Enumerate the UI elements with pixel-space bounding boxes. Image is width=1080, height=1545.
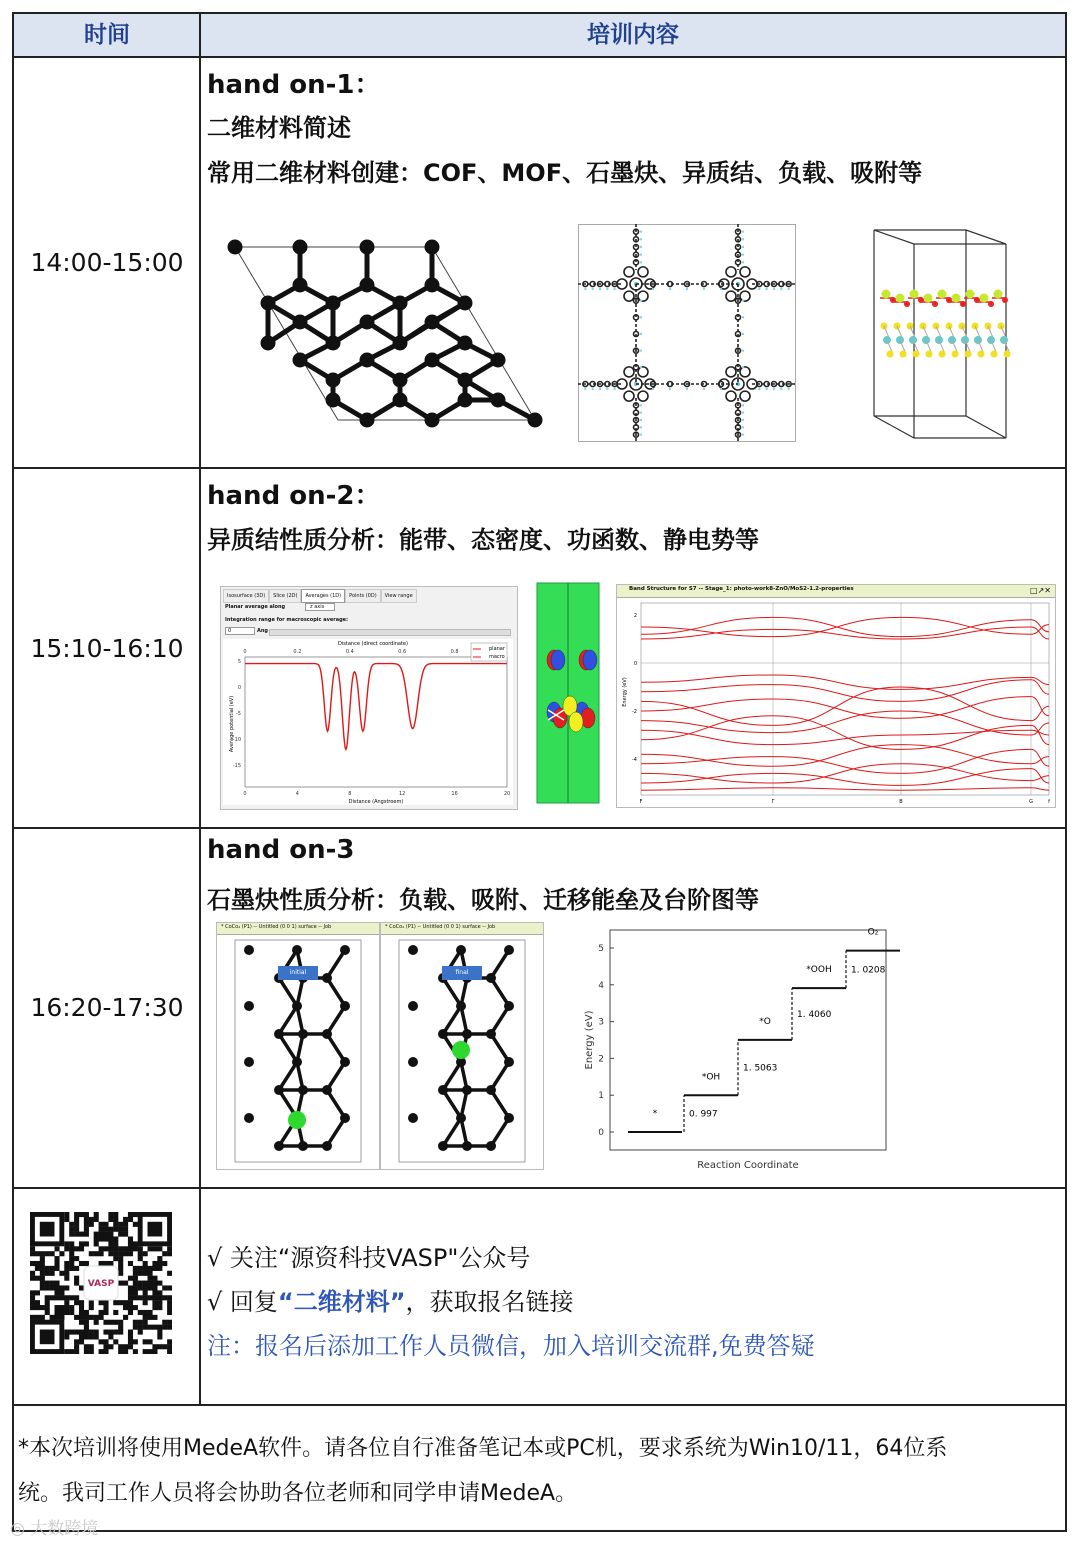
potential-average-panel xyxy=(220,586,518,810)
h-atom xyxy=(640,419,642,421)
carbon-atom xyxy=(393,373,408,388)
initial-badge: initial xyxy=(278,966,318,980)
qr-logo-text: VASP xyxy=(87,1279,115,1289)
carbon-atom xyxy=(340,1057,350,1067)
top-tick: 0 xyxy=(243,649,247,655)
legend-planar: planar xyxy=(489,646,505,652)
band-line xyxy=(641,680,1049,702)
species-label: *O xyxy=(759,1016,771,1027)
h-atom xyxy=(640,316,642,318)
fe-y-tick: 0 xyxy=(598,1128,604,1138)
band-line xyxy=(641,617,1049,636)
h-atom xyxy=(652,388,654,390)
border-row4 xyxy=(12,1404,1067,1406)
y-tick: 0 xyxy=(237,685,241,691)
row1-line1: 二维材料简述 xyxy=(207,114,351,142)
tab-averages[interactable]: Averages (1D) xyxy=(301,589,345,603)
tab-points[interactable]: Points (0D) xyxy=(345,589,381,603)
step-delta-label: 1. 0208 xyxy=(851,965,886,976)
h-atom xyxy=(640,238,642,240)
carbon-atom xyxy=(261,296,276,311)
h-atom xyxy=(742,333,744,335)
carbon-atom xyxy=(393,296,408,311)
carbon-atom xyxy=(486,1029,496,1039)
k-label: f xyxy=(1048,799,1050,805)
h-atom xyxy=(742,246,744,248)
h-atom xyxy=(742,426,744,428)
carbon-atom xyxy=(408,1113,418,1123)
h-atom xyxy=(686,388,688,390)
tab-isosurface[interactable]: Isosurface (3D) xyxy=(223,589,269,603)
step-delta-label: 1. 4060 xyxy=(797,1010,832,1021)
integration-input[interactable]: 0 xyxy=(225,627,255,635)
fe-x-label: Reaction Coordinate xyxy=(697,1160,799,1171)
k-label: Γ xyxy=(771,799,775,805)
bottom-tick: 8 xyxy=(348,791,352,797)
carbon-atom xyxy=(293,240,308,255)
k-label: F xyxy=(639,799,643,805)
border-bottom xyxy=(12,1530,1067,1532)
fe-y-tick: 3 xyxy=(598,1017,604,1028)
h-atom xyxy=(720,288,722,290)
carbon-atom xyxy=(486,973,496,983)
border-header xyxy=(12,56,1067,58)
s-atom xyxy=(965,351,972,358)
carbon-atom xyxy=(244,1057,254,1067)
bottom-tick: 16 xyxy=(451,791,458,797)
border-row2 xyxy=(12,827,1067,829)
density-lobe xyxy=(583,650,597,670)
h-atom xyxy=(742,411,744,413)
h-atom xyxy=(758,288,760,290)
top-tick: 0.2 xyxy=(293,649,302,655)
watermark-text: 大数跨境 xyxy=(30,1519,99,1539)
band-line xyxy=(641,730,1049,744)
band-line xyxy=(641,788,1049,790)
row1-title: hand on-1： xyxy=(207,70,381,100)
fe-y-tick: 4 xyxy=(598,980,604,991)
header-time: 时间 xyxy=(14,14,200,56)
h-atom xyxy=(742,253,744,255)
h-atom xyxy=(742,404,744,406)
band-y-tick: 2 xyxy=(633,613,637,619)
band-line xyxy=(641,745,1049,767)
h-atom xyxy=(742,366,744,368)
species-label: *OOH xyxy=(806,965,832,976)
carbon-atom xyxy=(322,1029,332,1039)
carbon-atom xyxy=(298,1029,308,1039)
carbon-atom xyxy=(322,1085,332,1095)
h-atom xyxy=(640,253,642,255)
heterostructure-image xyxy=(866,226,1016,444)
carbon-atom xyxy=(456,1113,466,1123)
carbon-atom xyxy=(438,1085,448,1095)
h-atom xyxy=(640,333,642,335)
h-atom xyxy=(780,288,782,290)
bottom-axis-label: Distance (Angstroem) xyxy=(348,799,404,805)
signup-keyword: “二维材料” xyxy=(277,1288,406,1316)
border-row1 xyxy=(12,467,1067,469)
carbon-atom xyxy=(244,945,254,955)
carbon-atom xyxy=(298,1141,308,1151)
carbon-atom xyxy=(360,353,375,368)
h-atom xyxy=(742,238,744,240)
carbon-atom xyxy=(292,945,302,955)
h-atom xyxy=(591,288,593,290)
carbon-atom xyxy=(456,1001,466,1011)
s-atom xyxy=(939,351,946,358)
zn-atom xyxy=(966,290,975,299)
h-atom xyxy=(606,388,608,390)
bottom-tick: 20 xyxy=(503,791,511,797)
qr-code-image[interactable] xyxy=(30,1212,172,1354)
carbon-atom xyxy=(360,278,375,293)
h-atom xyxy=(640,366,642,368)
carbon-atom xyxy=(456,945,466,955)
planar-average-label: Planar average along xyxy=(225,604,286,610)
h-atom xyxy=(787,388,789,390)
header-content: 培训内容 xyxy=(201,14,1065,56)
signup-line2-prefix: √ 回复 xyxy=(207,1288,278,1316)
carbon-atom xyxy=(393,393,408,408)
band-y-tick: -2 xyxy=(632,709,637,715)
o-atom xyxy=(1002,297,1008,303)
species-label: *OH xyxy=(701,1072,721,1083)
top-tick: 0.6 xyxy=(398,649,407,655)
band-title: Band Structure for S7 -- Stage_1: photo-work8-ZnO/MoS2-1.2-properties xyxy=(629,586,854,592)
y-tick: -10 xyxy=(232,737,241,743)
h-atom xyxy=(591,388,593,390)
bottom-tick: 4 xyxy=(295,791,299,797)
density-lobe xyxy=(581,708,595,728)
fe-y-label: Energy (eV) xyxy=(584,1010,595,1070)
carbon-atom xyxy=(491,353,506,368)
carbon-atom xyxy=(458,336,473,351)
h-atom xyxy=(703,288,705,290)
o-atom xyxy=(988,301,994,307)
h-atom xyxy=(720,388,722,390)
h-atom xyxy=(742,261,744,263)
h-atom xyxy=(787,288,789,290)
band-structure-panel xyxy=(616,584,1056,808)
carbon-atom xyxy=(261,336,276,351)
carbon-atom xyxy=(292,1001,302,1011)
row2-time: 15:10-16:10 xyxy=(30,634,184,663)
top-tick: 0.4 xyxy=(345,649,354,655)
carbon-atom xyxy=(425,240,440,255)
carbon-atom xyxy=(322,1141,332,1151)
bottom-tick: 0 xyxy=(243,791,247,797)
zn-atom xyxy=(952,294,961,303)
h-atom xyxy=(742,230,744,232)
y-axis-label: Average potential (eV) xyxy=(229,695,235,753)
band-y-tick: -4 xyxy=(632,757,637,763)
carbon-atom xyxy=(274,1141,284,1151)
band-y-label: Energy (eV) xyxy=(622,677,628,707)
carbon-atom xyxy=(340,1113,350,1123)
integration-label: Integration range for macroscopic average: xyxy=(225,617,349,623)
h-atom xyxy=(773,388,775,390)
h-atom xyxy=(584,288,586,290)
h-atom xyxy=(758,388,760,390)
h-atom xyxy=(640,433,642,435)
carbon-atom xyxy=(486,1141,496,1151)
carbon-atom xyxy=(462,1029,472,1039)
h-atom xyxy=(669,388,671,390)
legend-macro: macro xyxy=(489,654,505,660)
step-delta-label: 1. 5063 xyxy=(743,1063,778,1074)
potential-tabs xyxy=(223,589,513,601)
h-atom xyxy=(742,419,744,421)
zn-atom xyxy=(896,294,905,303)
carbon-atom xyxy=(326,373,341,388)
signup-line2-suffix: ，获取报名链接 xyxy=(405,1288,574,1316)
integration-unit: Ang xyxy=(257,628,269,634)
h-atom xyxy=(742,433,744,435)
h-atom xyxy=(742,316,744,318)
carbon-atom xyxy=(326,336,341,351)
carbon-atom xyxy=(462,1085,472,1095)
h-atom xyxy=(640,404,642,406)
y-tick: -5 xyxy=(236,711,241,717)
species-label: O₂ xyxy=(867,927,879,938)
h-atom xyxy=(742,349,744,351)
zn-atom xyxy=(994,290,1003,299)
s-atom xyxy=(952,351,959,358)
carbon-atom xyxy=(393,336,408,351)
h-atom xyxy=(669,288,671,290)
o-atom xyxy=(960,301,966,307)
border-top xyxy=(12,12,1067,14)
row3-time: 16:20-17:30 xyxy=(30,993,184,1022)
band-y-tick: 0 xyxy=(633,661,637,667)
h-atom xyxy=(606,288,608,290)
free-energy-step-chart xyxy=(572,920,902,1174)
window-buttons[interactable]: □↗✕ xyxy=(1030,586,1051,595)
carbon-atom xyxy=(408,1001,418,1011)
k-label: B xyxy=(899,799,903,805)
carbon-atom xyxy=(425,315,440,330)
y-tick: -15 xyxy=(232,763,241,769)
s-atom xyxy=(900,351,907,358)
watermark-icon: ◎ xyxy=(10,1519,31,1539)
s-atom xyxy=(978,351,985,358)
metal-atom xyxy=(452,1041,470,1059)
row2-title: hand on-2： xyxy=(207,481,381,511)
carbon-atom xyxy=(274,1085,284,1095)
carbon-atom xyxy=(438,1029,448,1039)
carbon-atom xyxy=(293,315,308,330)
s-atom xyxy=(913,351,920,358)
k-label: G xyxy=(1029,799,1033,805)
s-atom xyxy=(887,351,894,358)
carbon-atom xyxy=(360,413,375,428)
density-lobe xyxy=(551,650,565,670)
carbon-atom xyxy=(462,1141,472,1151)
carbon-atom xyxy=(293,353,308,368)
final-badge: final xyxy=(442,966,482,980)
row3-title: hand on-3 xyxy=(207,835,355,865)
h-atom xyxy=(652,288,654,290)
signup-line2 xyxy=(207,1282,573,1317)
signup-note: 注：报名后添加工作人员微信，加入培训交流群,免费答疑 xyxy=(207,1332,815,1360)
graphyne-structure-image xyxy=(220,230,550,430)
h-atom xyxy=(613,288,615,290)
h-atom xyxy=(640,246,642,248)
density-lobe xyxy=(569,712,583,732)
zn-atom xyxy=(910,290,919,299)
o-atom xyxy=(932,301,938,307)
zn-atom xyxy=(924,294,933,303)
carbon-atom xyxy=(292,1057,302,1067)
border-left xyxy=(12,12,14,1532)
s-atom xyxy=(991,351,998,358)
top-axis-label: Distance (direct coordinate) xyxy=(338,641,408,647)
h-atom xyxy=(773,288,775,290)
signup-line1: √ 关注“源资科技VASP"公众号 xyxy=(207,1244,531,1272)
fe-y-tick: 1 xyxy=(598,1091,604,1102)
band-line xyxy=(641,716,1049,750)
row3-line1: 石墨炔性质分析：负载、吸附、迁移能垒及台阶图等 xyxy=(207,886,759,914)
fe-y-tick: 2 xyxy=(598,1054,604,1065)
final-title: * CoCo₂ (P1) -- Untitled (0 0 1) surface -- Job xyxy=(385,924,496,930)
initial-title: * CoCo₂ (P1) -- Untitled (0 0 1) surface -- Job xyxy=(221,924,332,930)
band-line xyxy=(641,697,1049,719)
carbon-atom xyxy=(504,1001,514,1011)
h-atom xyxy=(613,388,615,390)
cof-framework-image xyxy=(578,224,796,442)
carbon-atom xyxy=(504,1057,514,1067)
s-atom xyxy=(1004,351,1011,358)
h-atom xyxy=(640,349,642,351)
carbon-atom xyxy=(528,413,543,428)
watermark xyxy=(10,1514,98,1539)
carbon-atom xyxy=(425,278,440,293)
h-atom xyxy=(765,288,767,290)
h-atom xyxy=(686,288,688,290)
carbon-atom xyxy=(274,1029,284,1039)
carbon-atom xyxy=(244,1113,254,1123)
top-tick: 0.8 xyxy=(450,649,459,655)
border-row3 xyxy=(12,1187,1067,1189)
carbon-atom xyxy=(228,240,243,255)
potential-chart xyxy=(223,639,513,805)
carbon-atom xyxy=(504,945,514,955)
axis-select[interactable]: z axis xyxy=(305,603,335,611)
tab-view-range[interactable]: View range xyxy=(381,589,417,603)
carbon-atom xyxy=(298,1085,308,1095)
border-right xyxy=(1065,12,1067,1532)
row1-line2: 常用二维材料创建：COF、MOF、石墨炔、异质结、负载、吸附等 xyxy=(207,159,923,187)
footer-line1: *本次培训将使用MedeA软件。请各位自行准备笔记本或PC机，要求系统为Win10/11，64位系 xyxy=(18,1436,948,1461)
carbon-atom xyxy=(322,973,332,983)
carbon-atom xyxy=(326,393,341,408)
h-atom xyxy=(703,388,705,390)
carbon-atom xyxy=(425,353,440,368)
carbon-atom xyxy=(458,373,473,388)
h-atom xyxy=(640,426,642,428)
step-delta-label: 0. 997 xyxy=(689,1109,718,1120)
charge-density-image xyxy=(536,582,600,804)
h-atom xyxy=(599,288,601,290)
carbon-atom xyxy=(425,413,440,428)
s-atom xyxy=(926,351,933,358)
h-atom xyxy=(742,299,744,301)
bottom-tick: 12 xyxy=(399,791,406,797)
zn-atom xyxy=(938,290,947,299)
h-atom xyxy=(780,388,782,390)
carbon-atom xyxy=(486,1085,496,1095)
carbon-atom xyxy=(360,315,375,330)
y-tick: 5 xyxy=(237,659,241,665)
carbon-atom xyxy=(340,945,350,955)
h-atom xyxy=(599,388,601,390)
carbon-atom xyxy=(458,393,473,408)
border-col xyxy=(199,12,201,1406)
row1-time: 14:00-15:00 xyxy=(30,248,184,277)
carbon-atom xyxy=(293,278,308,293)
carbon-atom xyxy=(438,1141,448,1151)
metal-atom xyxy=(288,1111,306,1129)
h-atom xyxy=(640,299,642,301)
adsorption-initial-panel xyxy=(216,922,380,1170)
row2-line1: 异质结性质分析：能带、态密度、功函数、静电势等 xyxy=(207,526,759,554)
zn-atom xyxy=(980,294,989,303)
carbon-atom xyxy=(244,1001,254,1011)
adsorption-final-panel xyxy=(380,922,544,1170)
species-label: * xyxy=(652,1109,658,1119)
carbon-atom xyxy=(491,393,506,408)
carbon-atom xyxy=(504,1113,514,1123)
band-chart xyxy=(617,597,1055,807)
carbon-atom xyxy=(360,240,375,255)
carbon-atom xyxy=(458,296,473,311)
carbon-atom xyxy=(326,296,341,311)
fe-y-tick: 5 xyxy=(598,944,604,954)
tab-slice[interactable]: Slice (2D) xyxy=(269,589,301,603)
carbon-atom xyxy=(408,945,418,955)
footer-line2: 统。我司工作人员将会协助各位老师和同学申请MedeA。 xyxy=(18,1481,578,1506)
h-atom xyxy=(765,388,767,390)
carbon-atom xyxy=(408,1057,418,1067)
zn-atom xyxy=(882,290,891,299)
integration-slider[interactable] xyxy=(269,629,511,636)
o-atom xyxy=(904,301,910,307)
band-line xyxy=(641,675,1049,689)
h-atom xyxy=(640,230,642,232)
h-atom xyxy=(584,388,586,390)
h-atom xyxy=(640,261,642,263)
carbon-atom xyxy=(340,1001,350,1011)
h-atom xyxy=(640,411,642,413)
